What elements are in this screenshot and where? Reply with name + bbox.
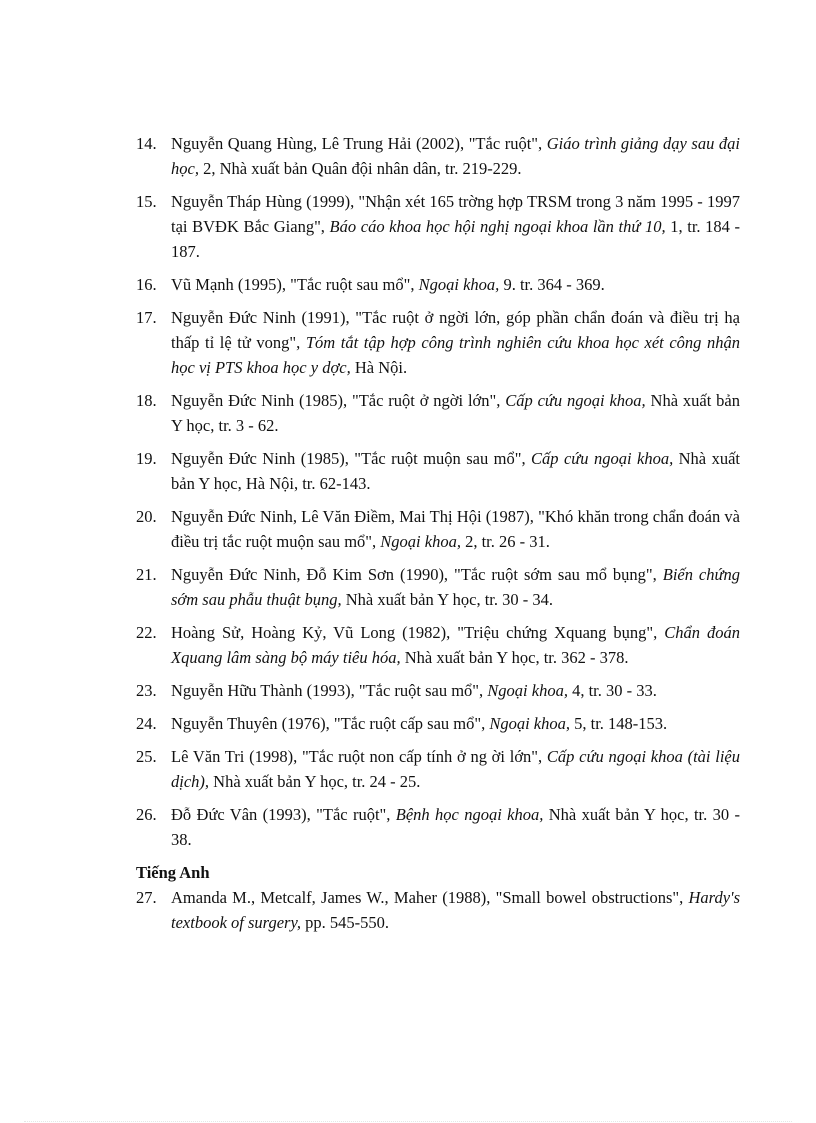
reference-number: 23.	[136, 681, 157, 700]
reference-item	[136, 744, 740, 794]
reference-number: 17.	[136, 308, 157, 327]
reference-text: Amanda M., Metcalf, James W., Maher (1988), "Small bowel obstructions", Hardy's textbook of surgery, pp. 545-550.	[171, 888, 740, 932]
reference-number: 25.	[136, 747, 157, 766]
reference-text: Nguyễn Thuyên (1976), "Tắc ruột cấp sau mổ", Ngoại khoa, 5, tr. 148-153.	[171, 714, 668, 733]
reference-text: Nguyễn Đức Ninh, Lê Văn Điềm, Mai Thị Hội (1987), "Khó khăn trong chẩn đoán và điều trị tắc ruột muộn sau mổ", Ngoại khoa, 2, tr. 26 - 31.	[171, 507, 740, 551]
reference-item	[136, 305, 740, 380]
reference-item	[136, 504, 740, 554]
reference-text: Nguyễn Đức Ninh (1985), "Tắc ruột ở ngời lớn", Cấp cứu ngoại khoa, Nhà xuất bản Y học, tr. 3 - 62.	[171, 391, 740, 435]
reference-text: Hoàng Sử, Hoàng Kỷ, Vũ Long (1982), "Triệu chứng Xquang bụng", Chẩn đoán Xquang lâm sàng bộ máy tiêu hóa, Nhà xuất bản Y học, tr. 362 - 378.	[171, 623, 740, 667]
reference-number: 22.	[136, 623, 157, 642]
reference-text: Nguyễn Đức Ninh, Đỗ Kim Sơn (1990), "Tắc ruột sớm sau mổ bụng", Biến chứng sớm sau phẫu thuật bụng, Nhà xuất bản Y học, tr. 30 - 34.	[171, 565, 741, 609]
reference-text: Đỗ Đức Vân (1993), "Tắc ruột", Bệnh học ngoại khoa, Nhà xuất bản Y học, tr. 30 - 38.	[171, 805, 740, 849]
reference-number: 27.	[136, 888, 157, 907]
section-heading: Tiếng Anh	[136, 863, 210, 882]
reference-item	[136, 446, 740, 496]
reference-item	[136, 131, 740, 181]
reference-item	[136, 272, 740, 297]
reference-item	[136, 802, 740, 852]
reference-text: Nguyễn Quang Hùng, Lê Trung Hải (2002), "Tắc ruột", Giáo trình giảng dạy sau đại học, 2, Nhà xuất bản Quân đội nhân dân, tr. 219-229.	[171, 134, 740, 178]
reference-number: 14.	[136, 134, 157, 153]
reference-number: 24.	[136, 714, 157, 733]
reference-text: Nguyễn Đức Ninh (1991), "Tắc ruột ở ngời lớn, góp phần chẩn đoán và điều trị hạ thấp tỉ lệ tử vong", Tóm tắt tập hợp công trình nghiên cứu khoa học xét công nhận học vị PTS khoa học y dợc, Hà Nội.	[171, 308, 741, 377]
reference-item	[136, 620, 740, 670]
reference-number: 16.	[136, 275, 157, 294]
reference-number: 19.	[136, 449, 157, 468]
page-bottom-rule	[24, 1121, 792, 1122]
reference-item	[136, 885, 740, 935]
reference-item	[136, 562, 740, 612]
reference-item	[136, 388, 740, 438]
reference-number: 20.	[136, 507, 157, 526]
reference-text: Nguyễn Tháp Hùng (1999), "Nhận xét 165 trờng hợp TRSM trong 3 năm 1995 - 1997 tại BVĐK Bắc Giang", Báo cáo khoa học hội nghị ngoại khoa lần thứ 10, 1, tr. 184 - 187.	[171, 192, 740, 261]
reference-number: 18.	[136, 391, 157, 410]
reference-text: Lê Văn Tri (1998), "Tắc ruột non cấp tính ở ng ời lớn", Cấp cứu ngoại khoa (tài liệu dịch), Nhà xuất bản Y học, tr. 24 - 25.	[171, 747, 740, 791]
reference-item	[136, 678, 740, 703]
reference-list	[136, 131, 740, 943]
reference-text: Vũ Mạnh (1995), "Tắc ruột sau mổ", Ngoại khoa, 9. tr. 364 - 369.	[171, 275, 605, 294]
reference-item	[136, 711, 740, 736]
reference-text: Nguyễn Hữu Thành (1993), "Tắc ruột sau mổ", Ngoại khoa, 4, tr. 30 - 33.	[171, 681, 657, 700]
reference-text: Nguyễn Đức Ninh (1985), "Tắc ruột muộn sau mổ", Cấp cứu ngoại khoa, Nhà xuất bản Y học, Hà Nội, tr. 62-143.	[171, 449, 740, 493]
reference-number: 15.	[136, 192, 157, 211]
reference-item	[136, 189, 740, 264]
reference-number: 21.	[136, 565, 157, 584]
reference-number: 26.	[136, 805, 157, 824]
